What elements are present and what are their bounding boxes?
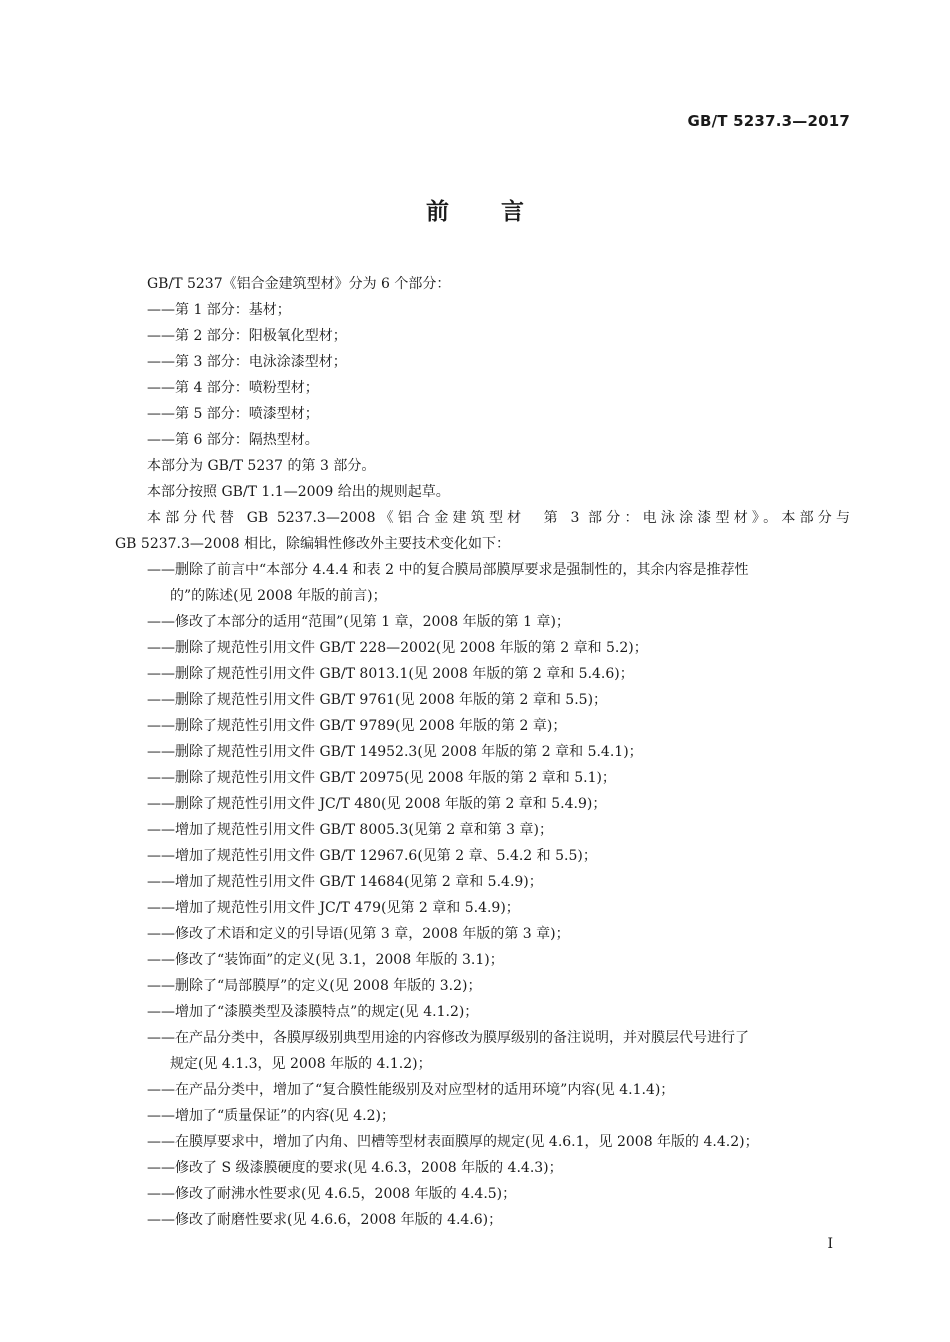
part-list-item: ——第 1 部分：基材； — [147, 302, 291, 318]
change-item: ——修改了术语和定义的引导语(见第 3 章，2008 年版的第 3 章)； — [147, 926, 570, 942]
change-item: ——在产品分类中，增加了“复合膜性能级别及对应型材的适用环境”内容(见 4.1.4)； — [147, 1082, 675, 1098]
part-list-item: ——第 6 部分：隔热型材。 — [147, 432, 319, 448]
change-item: ——删除了规范性引用文件 JC/T 480(见 2008 年版的第 2 章和 5.4.9)； — [147, 796, 607, 812]
change-item: ——增加了“质量保证”的内容(见 4.2)； — [147, 1108, 395, 1124]
change-item: ——在产品分类中，各膜厚级别典型用途的内容修改为膜厚级别的备注说明，并对膜层代号进行了 — [147, 1030, 749, 1046]
page-number: I — [827, 1236, 833, 1252]
change-item-cont: 规定(见 4.1.3，见 2008 年版的 4.1.2)； — [170, 1056, 432, 1072]
part-list-item: ——第 2 部分：阳极氧化型材； — [147, 328, 347, 344]
replacement-statement-cont: GB 5237.3—2008 相比，除编辑性修改外主要技术变化如下： — [115, 536, 510, 552]
replacement-statement: 本部分代替 GB 5237.3—2008《铝合金建筑型材 第 3 部分：电泳涂漆型材》。本部分与 — [147, 510, 850, 526]
change-item: ——增加了规范性引用文件 GB/T 12967.6(见第 2 章、5.4.2 和 5.5)； — [147, 848, 597, 864]
change-item: ——删除了规范性引用文件 GB/T 9761(见 2008 年版的第 2 章和 5.5)； — [147, 692, 608, 708]
change-item: ——删除了前言中“本部分 4.4.4 和表 2 中的复合膜局部膜厚要求是强制性的，其余内容是推荐性 — [147, 562, 749, 578]
change-item: ——增加了规范性引用文件 JC/T 479(见第 2 章和 5.4.9)； — [147, 900, 520, 916]
part-list-item: ——第 4 部分：喷粉型材； — [147, 380, 319, 396]
change-item: ——增加了规范性引用文件 GB/T 8005.3(见第 2 章和第 3 章)； — [147, 822, 553, 838]
standard-code: GB/T 5237.3—2017 — [687, 112, 850, 130]
change-item: ——修改了本部分的适用“范围”(见第 1 章，2008 年版的第 1 章)； — [147, 614, 570, 630]
change-item-cont: 的”的陈述(见 2008 年版的前言)； — [170, 588, 387, 604]
change-item: ——增加了“漆膜类型及漆膜特点”的规定(见 4.1.2)； — [147, 1004, 479, 1020]
change-item: ——修改了“装饰面”的定义(见 3.1，2008 年版的 3.1)； — [147, 952, 504, 968]
drafting-rule-statement: 本部分按照 GB/T 1.1—2009 给出的规则起草。 — [147, 484, 450, 500]
change-item: ——删除了规范性引用文件 GB/T 20975(见 2008 年版的第 2 章和 5.1)； — [147, 770, 616, 786]
change-item: ——删除了规范性引用文件 GB/T 8013.1(见 2008 年版的第 2 章和 5.4.6)； — [147, 666, 634, 682]
change-item: ——删除了规范性引用文件 GB/T 228—2002(见 2008 年版的第 2 章和 5.2)； — [147, 640, 648, 656]
change-item: ——删除了规范性引用文件 GB/T 9789(见 2008 年版的第 2 章)； — [147, 718, 567, 734]
change-item: ——修改了耐磨性要求(见 4.6.6，2008 年版的 4.4.6)； — [147, 1212, 503, 1228]
change-item: ——修改了耐沸水性要求(见 4.6.5，2008 年版的 4.4.5)； — [147, 1186, 517, 1202]
foreword-body — [115, 271, 850, 1233]
change-item: ——在膜厚要求中，增加了内角、凹槽等型材表面膜厚的规定(见 4.6.1，见 2008 年版的 4.4.2)； — [147, 1134, 759, 1150]
change-item: ——修改了 S 级漆膜硬度的要求(见 4.6.3，2008 年版的 4.4.3)； — [147, 1160, 563, 1176]
title-char-2: 言 — [501, 199, 524, 225]
intro-line: GB/T 5237《铝合金建筑型材》分为 6 个部分： — [147, 276, 451, 292]
title-char-1: 前 — [426, 199, 449, 225]
change-item: ——删除了规范性引用文件 GB/T 14952.3(见 2008 年版的第 2 章和 5.4.1)； — [147, 744, 643, 760]
part-statement: 本部分为 GB/T 5237 的第 3 部分。 — [147, 458, 376, 474]
page-title — [0, 193, 950, 226]
change-item: ——删除了“局部膜厚”的定义(见 2008 年版的 3.2)； — [147, 978, 482, 994]
part-list-item: ——第 3 部分：电泳涂漆型材； — [147, 354, 347, 370]
part-list-item: ——第 5 部分：喷漆型材； — [147, 406, 319, 422]
change-item: ——增加了规范性引用文件 GB/T 14684(见第 2 章和 5.4.9)； — [147, 874, 543, 890]
